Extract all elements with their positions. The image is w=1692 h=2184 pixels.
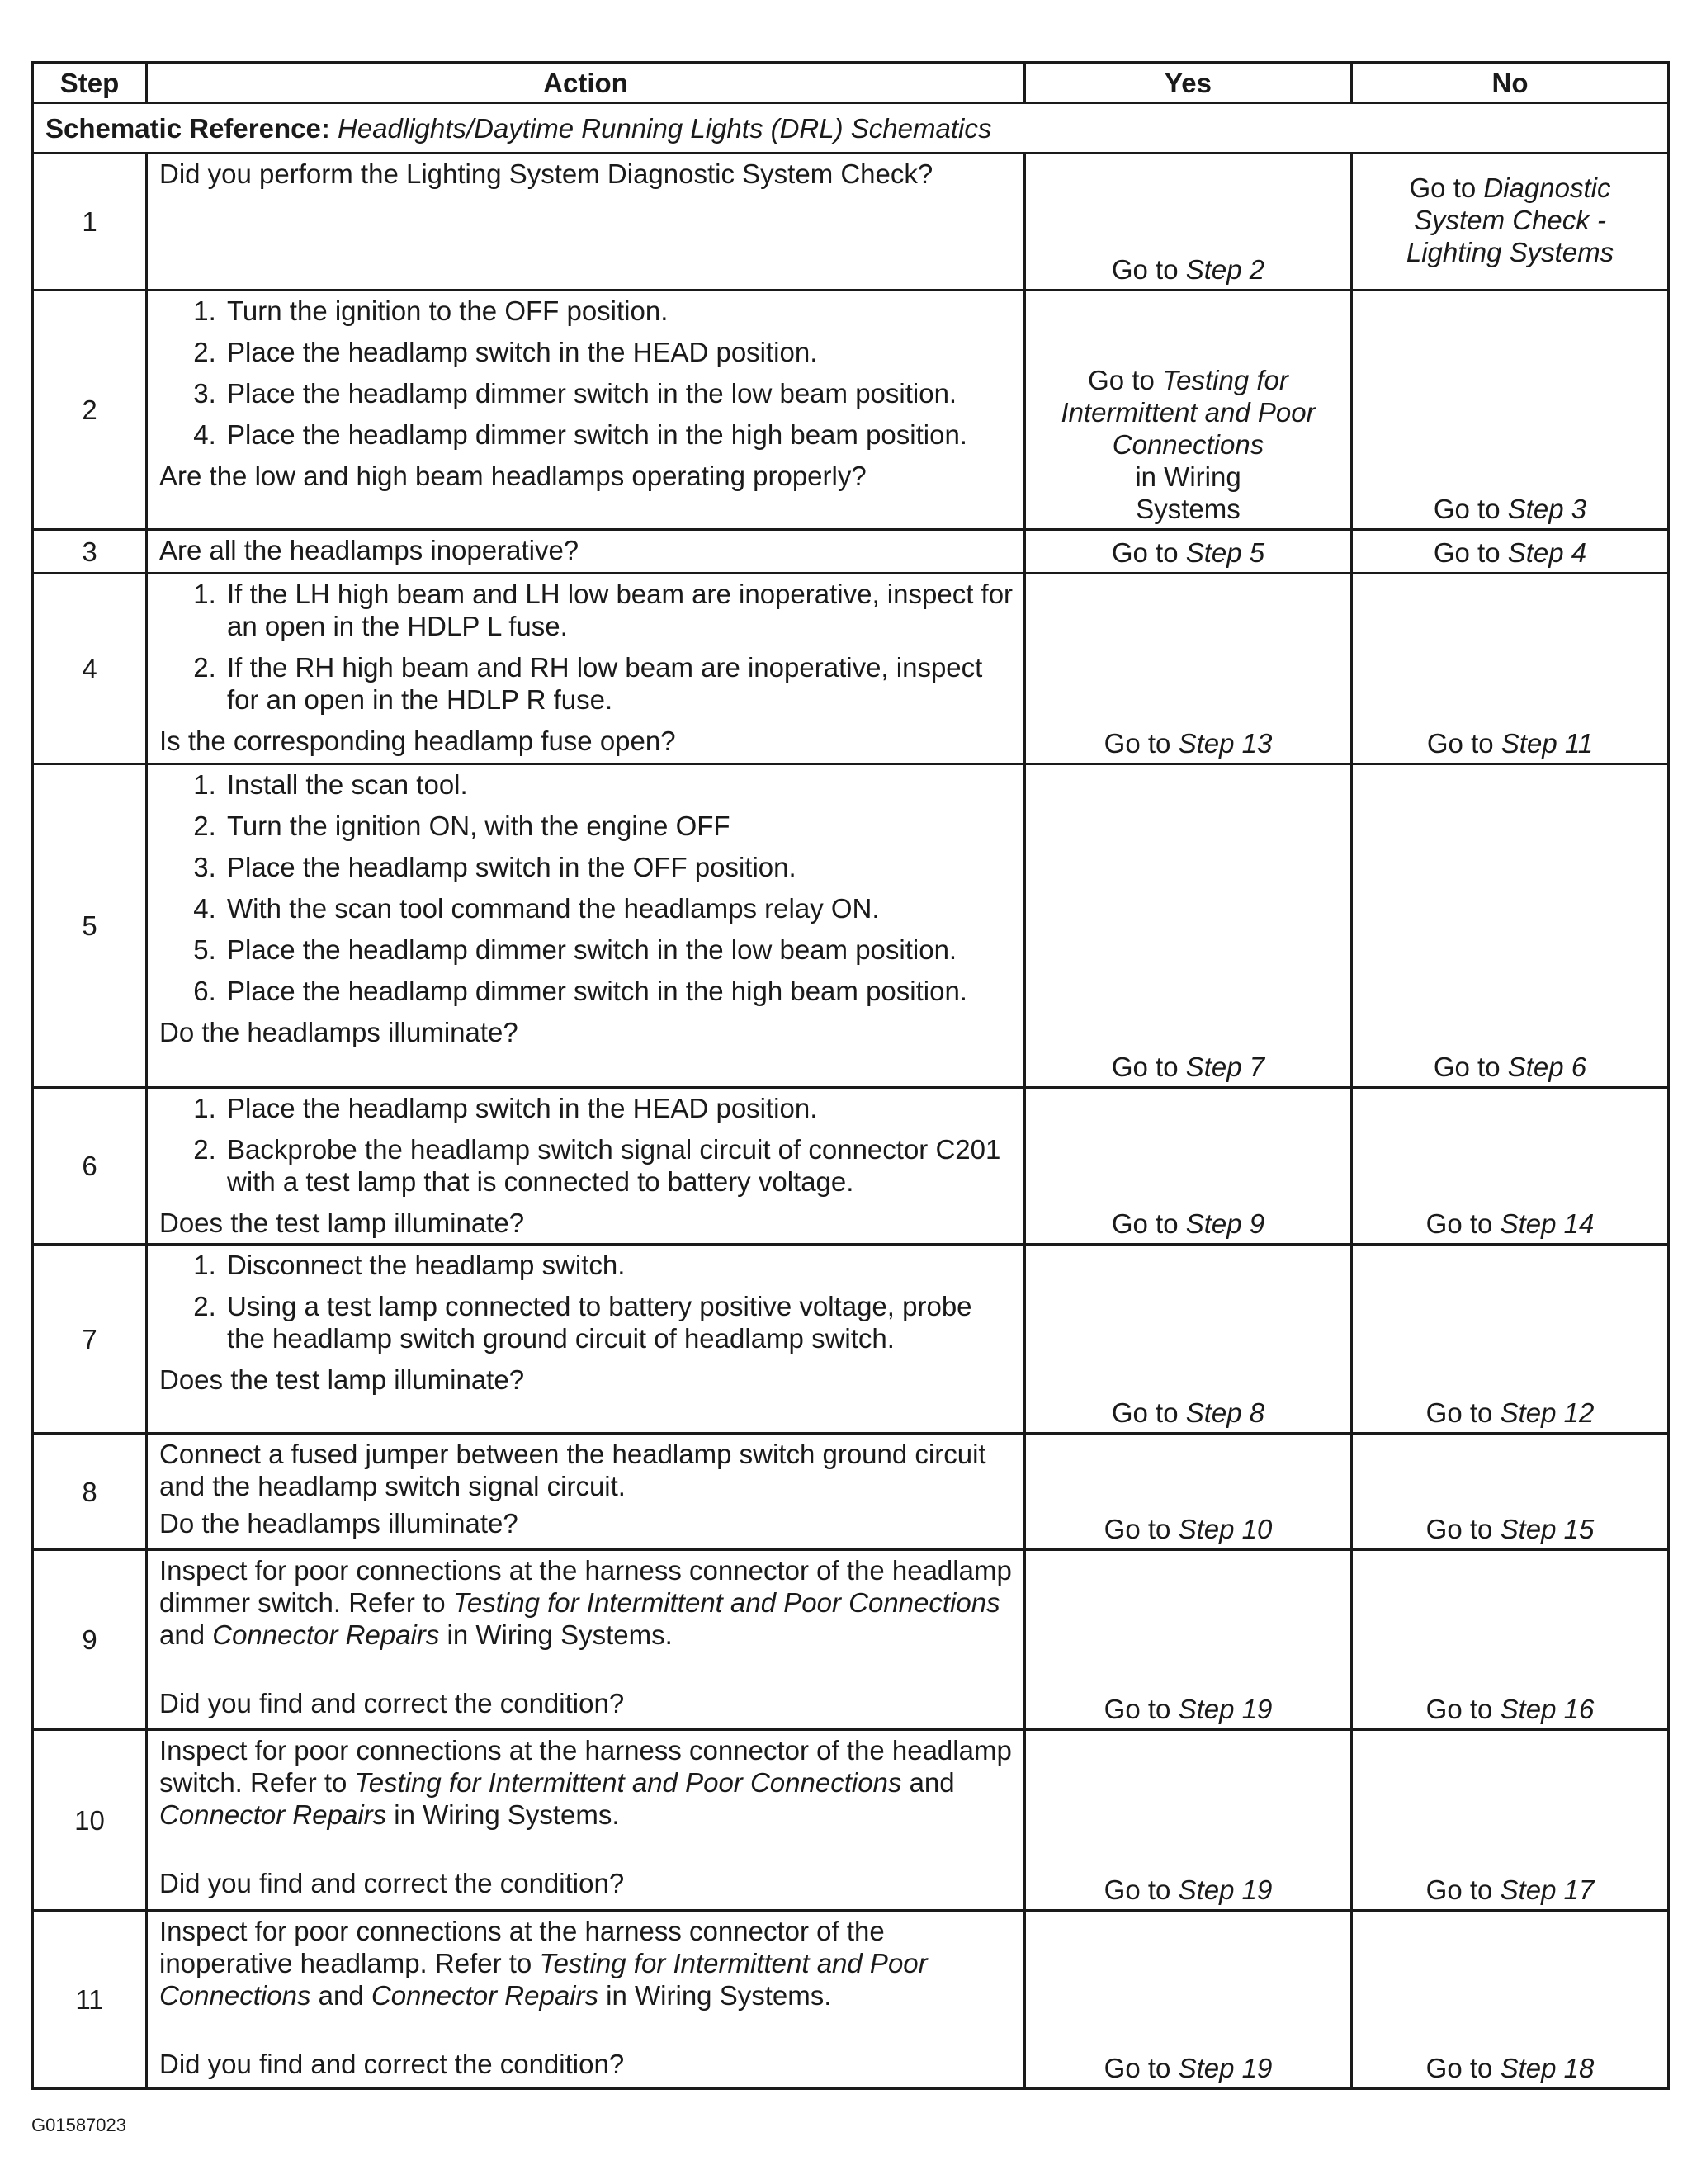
no-cell	[1352, 530, 1669, 574]
no-link-group[interactable]	[1359, 172, 1661, 268]
step-number: 8	[33, 1434, 147, 1550]
instruction-item: 2. Using a test lamp connected to battery positive voltage, probe the headlamp switch ground circuit of headlamp switch.	[224, 1290, 1015, 1354]
schematic-reference-row	[33, 103, 1669, 154]
instruction-item: 3. Place the headlamp dimmer switch in the low beam position.	[224, 377, 1015, 409]
instruction-item: 4. With the scan tool command the headlamps relay ON.	[224, 892, 1015, 924]
no-link[interactable]: Step 16	[1500, 1694, 1595, 1724]
step-action	[147, 530, 1025, 574]
no-link-line: System Check -	[1414, 205, 1606, 235]
instruction-item: 1. If the LH high beam and LH low beam are inoperative, inspect for an open in the HDLP L fuse.	[224, 578, 1015, 642]
no-link[interactable]: Step 3	[1507, 494, 1587, 524]
document-id: G01587023	[31, 2115, 126, 2135]
yes-link[interactable]: Step 8	[1185, 1397, 1265, 1428]
instruction-item: 2. Place the headlamp switch in the HEAD position.	[224, 336, 1015, 368]
yes-link[interactable]: Step 2	[1185, 254, 1265, 285]
testing-link[interactable]: Testing for Intermittent and Poor Connections	[354, 1767, 902, 1798]
step-number: 4	[33, 574, 147, 764]
no-cell	[1352, 1245, 1669, 1434]
go-to-label: Go to	[1425, 1514, 1493, 1544]
go-to-label: Go to	[1111, 1208, 1179, 1239]
yes-cell	[1025, 291, 1352, 530]
step-text: Inspect for poor connections at the harness connector of the inoperative headlamp. Refer to Testing for Intermittent and Poor Connections and Connector Repairs in Wiring Systems.	[159, 1916, 928, 2011]
header-action: Action	[147, 63, 1025, 103]
no-link[interactable]: Step 11	[1501, 728, 1594, 759]
yes-link[interactable]: Step 7	[1185, 1052, 1265, 1082]
connector-repairs-link[interactable]: Connector Repairs	[371, 1980, 598, 2011]
schematic-reference-link[interactable]: Headlights/Daytime Running Lights (DRL) Schematics	[338, 112, 992, 144]
yes-cell	[1025, 764, 1352, 1088]
yes-cell	[1025, 1911, 1352, 2089]
step-number: 1	[33, 154, 147, 291]
yes-cell	[1025, 1550, 1352, 1730]
no-link[interactable]: Step 4	[1507, 537, 1587, 568]
step-question: Does the test lamp illuminate?	[159, 1364, 525, 1395]
yes-cell	[1025, 574, 1352, 764]
go-to-label: Go to	[1111, 1397, 1179, 1428]
go-to-label: Go to	[1409, 173, 1477, 203]
schematic-reference	[33, 103, 1669, 154]
connector-repairs-link[interactable]: Connector Repairs	[159, 1799, 387, 1830]
no-cell	[1352, 154, 1669, 291]
step-text: Inspect for poor connections at the harness connector of the headlamp switch. Refer to Testing for Intermittent and Poor Connections and Connector Repairs in Wiring Systems.	[159, 1735, 1012, 1830]
no-cell	[1352, 1434, 1669, 1550]
yes-cell	[1025, 154, 1352, 291]
diagnostic-table-sheet	[31, 61, 1667, 2090]
step-question: Do the headlamps illuminate?	[159, 1017, 518, 1047]
no-link[interactable]: Step 12	[1500, 1397, 1595, 1428]
go-to-label: Go to	[1104, 2053, 1171, 2083]
table-row	[33, 1550, 1669, 1730]
go-to-label: Go to	[1111, 537, 1179, 568]
go-to-label: Go to	[1425, 1694, 1493, 1724]
go-to-label: Go to	[1111, 254, 1179, 285]
step-number: 7	[33, 1245, 147, 1434]
go-to-label: Go to	[1433, 494, 1501, 524]
instruction-item: 1. Place the headlamp switch in the HEAD position.	[224, 1092, 1015, 1124]
instruction-item: 1. Install the scan tool.	[224, 768, 1015, 801]
go-to-label: Go to	[1433, 1052, 1501, 1082]
schematic-reference-label: Schematic Reference:	[45, 112, 330, 144]
diagnostic-table	[31, 61, 1670, 2090]
table-row	[33, 1434, 1669, 1550]
step-action	[147, 1088, 1025, 1245]
yes-link-line: Intermittent and Poor	[1061, 397, 1316, 428]
instruction-item: 5. Place the headlamp dimmer switch in the low beam position.	[224, 934, 1015, 966]
table-row	[33, 574, 1669, 764]
step-number: 6	[33, 1088, 147, 1245]
header-no: No	[1352, 63, 1669, 103]
step-number: 10	[33, 1730, 147, 1911]
no-cell	[1352, 1911, 1669, 2089]
no-cell	[1352, 1550, 1669, 1730]
go-to-label: Go to	[1104, 1514, 1171, 1544]
no-link[interactable]: Step 18	[1500, 2053, 1595, 2083]
step-question: Does the test lamp illuminate?	[159, 1208, 525, 1238]
go-to-label: Go to	[1111, 1052, 1179, 1082]
go-to-label: Go to	[1425, 1874, 1493, 1905]
no-link[interactable]: Step 15	[1500, 1514, 1595, 1544]
step-number: 5	[33, 764, 147, 1088]
step-instructions	[159, 578, 1015, 716]
step-number: 9	[33, 1550, 147, 1730]
step-question: Are all the headlamps inoperative?	[159, 535, 579, 565]
instruction-item: 2. Backprobe the headlamp switch signal circuit of connector C201 with a test lamp that is connected to battery voltage.	[224, 1133, 1015, 1198]
step-number: 11	[33, 1911, 147, 2089]
yes-cell	[1025, 1088, 1352, 1245]
no-cell	[1352, 291, 1669, 530]
instruction-item: 2. If the RH high beam and RH low beam are inoperative, inspect for an open in the HDLP R fuse.	[224, 651, 1015, 716]
table-row	[33, 1088, 1669, 1245]
step-number: 3	[33, 530, 147, 574]
yes-cell	[1025, 1730, 1352, 1911]
go-to-label: Go to	[1425, 2053, 1493, 2083]
yes-tail-line: Systems	[1136, 494, 1241, 524]
instruction-item: 2. Turn the ignition ON, with the engine OFF	[224, 810, 1015, 842]
no-cell	[1352, 764, 1669, 1088]
go-to-label: Go to	[1104, 728, 1171, 759]
step-action	[147, 154, 1025, 291]
yes-cell	[1025, 1434, 1352, 1550]
go-to-label: Go to	[1425, 1208, 1493, 1239]
step-action	[147, 1550, 1025, 1730]
instruction-item: 6. Place the headlamp dimmer switch in the high beam position.	[224, 975, 1015, 1007]
header-yes: Yes	[1025, 63, 1352, 103]
step-instructions	[159, 295, 1015, 451]
yes-link-line: Connections	[1112, 429, 1264, 460]
no-link[interactable]: Step 17	[1500, 1874, 1595, 1905]
step-action	[147, 1730, 1025, 1911]
table-row	[33, 154, 1669, 291]
step-question: Did you find and correct the condition?	[159, 2049, 625, 2079]
instruction-item: 4. Place the headlamp dimmer switch in the high beam position.	[224, 418, 1015, 451]
no-link[interactable]: Step 6	[1507, 1052, 1587, 1082]
yes-link[interactable]: Step 5	[1185, 537, 1265, 568]
no-link[interactable]: Step 14	[1500, 1208, 1595, 1239]
step-question: Did you find and correct the condition?	[159, 1868, 625, 1898]
table-row	[33, 1245, 1669, 1434]
no-cell	[1352, 1730, 1669, 1911]
no-link-line: Lighting Systems	[1406, 237, 1614, 267]
step-action	[147, 1245, 1025, 1434]
yes-tail-line: in Wiring	[1135, 461, 1241, 492]
yes-cell	[1025, 1245, 1352, 1434]
table-row	[33, 291, 1669, 530]
step-question: Did you find and correct the condition?	[159, 1688, 625, 1718]
yes-cell	[1025, 530, 1352, 574]
go-to-label: Go to	[1433, 537, 1501, 568]
step-question: Do the headlamps illuminate?	[159, 1508, 518, 1539]
table-row	[33, 1730, 1669, 1911]
step-action	[147, 291, 1025, 530]
testing-link[interactable]: Testing for Intermittent and Poor Connections	[159, 1948, 928, 2011]
yes-link[interactable]: Step 13	[1178, 728, 1273, 759]
go-to-label: Go to	[1104, 1694, 1171, 1724]
step-number: 2	[33, 291, 147, 530]
yes-link-line: Testing for	[1162, 365, 1288, 395]
step-action	[147, 1911, 1025, 2089]
step-action	[147, 1434, 1025, 1550]
header-step: Step	[33, 63, 147, 103]
step-action	[147, 764, 1025, 1088]
step-instructions	[159, 768, 1015, 1007]
step-question: Did you perform the Lighting System Diagnostic System Check?	[159, 158, 933, 189]
yes-link[interactable]: Step 19	[1178, 2053, 1273, 2083]
step-question: Are the low and high beam headlamps operating properly?	[159, 461, 867, 491]
step-instructions	[159, 1249, 1015, 1354]
no-cell	[1352, 1088, 1669, 1245]
no-cell	[1352, 574, 1669, 764]
go-to-label: Go to	[1088, 365, 1155, 395]
yes-link[interactable]: Step 19	[1178, 1874, 1273, 1905]
testing-link[interactable]: Testing for Intermittent and Poor Connections	[452, 1587, 1000, 1618]
connector-repairs-link[interactable]: Connector Repairs	[212, 1619, 440, 1650]
table-row	[33, 1911, 1669, 2089]
table-row	[33, 764, 1669, 1088]
step-instructions	[159, 1092, 1015, 1198]
instruction-item: 1. Turn the ignition to the OFF position.	[224, 295, 1015, 327]
step-question: Is the corresponding headlamp fuse open?	[159, 726, 676, 756]
go-to-label: Go to	[1104, 1874, 1171, 1905]
no-link-line: Diagnostic	[1483, 173, 1611, 203]
header-row	[33, 63, 1669, 103]
step-text: Connect a fused jumper between the headlamp switch ground circuit and the headlamp switch signal circuit.	[159, 1439, 986, 1501]
step-action	[147, 574, 1025, 764]
go-to-label: Go to	[1426, 728, 1494, 759]
yes-link[interactable]: Step 10	[1178, 1514, 1273, 1544]
go-to-label: Go to	[1425, 1397, 1493, 1428]
yes-link[interactable]: Step 9	[1185, 1208, 1265, 1239]
instruction-item: 1. Disconnect the headlamp switch.	[224, 1249, 1015, 1281]
instruction-item: 3. Place the headlamp switch in the OFF position.	[224, 851, 1015, 883]
step-text: Inspect for poor connections at the harness connector of the headlamp dimmer switch. Refer to Testing for Intermittent and Poor Connections and Connector Repairs in Wiring Systems.	[159, 1555, 1012, 1650]
yes-link[interactable]: Step 19	[1178, 1694, 1273, 1724]
table-row	[33, 530, 1669, 574]
yes-link-group[interactable]	[1033, 364, 1344, 525]
